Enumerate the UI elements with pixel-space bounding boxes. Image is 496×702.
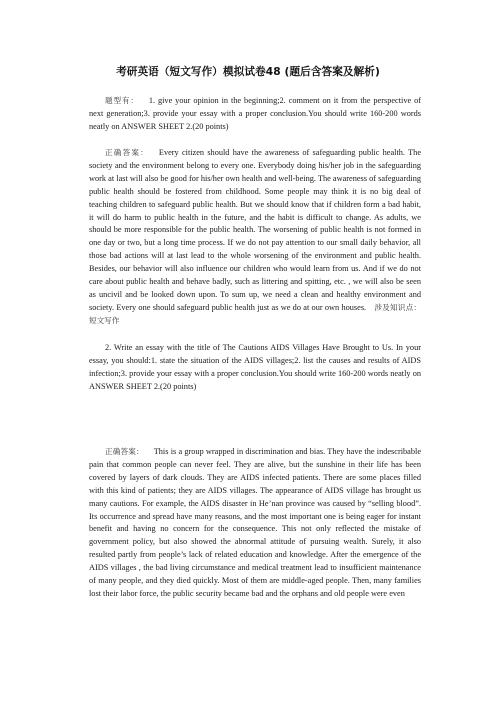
question-1-text: 1. give your opinion in the beginning;2. comment on it from the perspective of next generation;3. provide your essay with a proper conclusion.You should write 160-200 words neatly on ANSWER SHEET 2.(20 points) (89, 96, 422, 131)
question-2-text: 2. Write an essay with the title of The Cautions AIDS Villages Have Brought to Us. In your essay, you should:1. state the situation of the AIDS villages;2. list the causes and results of AIDS infection;3. provide your essay with a proper conclusion.You should write 160-200 words neatly on ANSWER SHEET 2.(20 points) (89, 343, 421, 391)
question-1-answer (89, 147, 421, 328)
knowledge-point-label: 涉及知识点：短文写作 (89, 302, 421, 325)
answer-label: 正确答案： (105, 148, 149, 157)
question-1-answer-text: Every citizen should have the awareness of safeguarding public health. The society and the environment belong to every one. Everybody doing his/her job in the safeguarding work at last will also be good for his/her own health and well-being. The awareness of safeguarding public health should be fostered from childhood. Some people may think it is no big deal of teaching children to safeguard public health. But we should know that if children form a bad habit, it will do harm to public health in the future, and the habit is difficult to change. As adults, we should be more responsible for the public health. The worsening of public health is not formed in one day or two, but a long time process. If we do not pay attention to our small daily behavior, all those bad actions will at last lead to the whole worsening of the environment and public health. Besides, our behavior will also influence our children who would learn from us. And if we do not care about public health and behave badly, such as littering and spitting, etc. , we will also be seen as uncivil and be looked down upon. To sum up, we need a clean and healthy environment and society. Every one should safeguard public health just as we do at our own houses. (89, 148, 421, 312)
answer-label: 正确答案： (105, 447, 144, 456)
question-2-prompt (89, 342, 421, 394)
question-1-prompt (89, 95, 421, 134)
question-2-answer-text: This is a group wrapped in discrimination and bias. They have the indescribable pain that common people can never feel. They are alive, but the sunshine in their life has been covered by layers of dark clouds. They are AIDS infected patients. There are some places filled with this kind of patients; they are AIDS villages. The appearance of AIDS village has brought us many cautions. For example, the AIDS disaster in He’nan province was caused by “selling blood”. Its occurrence and spread have many reasons, and the most important one is being eager for instant benefit and having no concern for the consequence. This not only reflected the mistake of government policy, but also showed the abnormal attitude of pursuing wealth. Surely, it also resulted partly from people’s lack of related education and knowledge. After the emergence of the AIDS villages , the bad living circumstance and medical treatment lead to insufficient maintenance of many people, and they died quickly. Most of them are middle-aged people. Then, many families lost their labor force, the public security became bad and the orphans and old people were even (89, 447, 422, 598)
document-title: 考研英语（短文写作）模拟试卷48 (题后含答案及解析) (116, 66, 380, 78)
question-2-answer (89, 446, 421, 601)
question-type-label: 题型有： (105, 96, 139, 105)
